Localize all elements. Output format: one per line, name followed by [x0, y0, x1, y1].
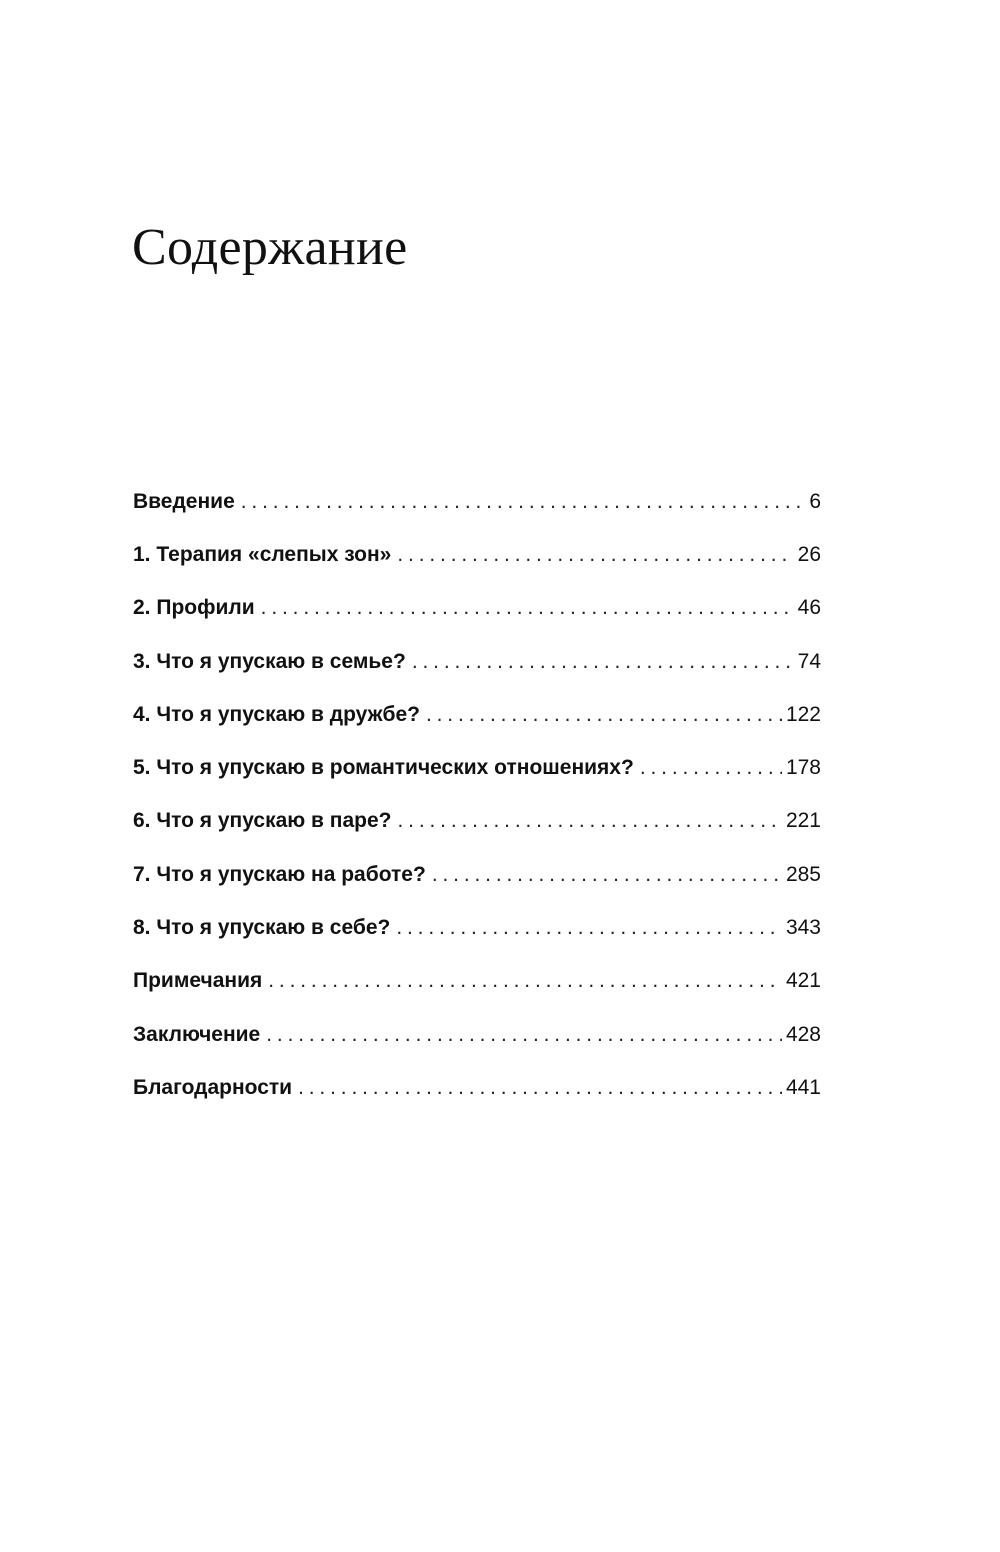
- toc-entry-number: 4.: [133, 702, 151, 726]
- toc-entry-chapter-3[interactable]: [133, 649, 821, 702]
- toc-entry-page: 26: [797, 543, 821, 566]
- dot-leader: [241, 489, 806, 515]
- toc-entry-title: Что я упускаю в дружбе?: [156, 702, 420, 726]
- toc-entry-page: 285: [785, 862, 821, 886]
- toc-entry-title: Что я упускаю в романтических отношениях?: [156, 756, 634, 780]
- toc-entry-title: Заключение: [133, 1022, 261, 1046]
- dot-leader: [298, 1075, 782, 1101]
- toc-entry-chapter-1[interactable]: [133, 542, 821, 595]
- dot-leader: [261, 595, 794, 621]
- toc-entry-title: Что я упускаю в паре?: [156, 809, 392, 833]
- dot-leader: [266, 1022, 782, 1048]
- page-title: Содержание: [132, 219, 408, 276]
- toc-entry-acknowledgements[interactable]: [133, 1075, 821, 1128]
- toc-entry-title: Что я упускаю в семье?: [156, 649, 406, 673]
- toc-entry-number: 3.: [133, 649, 151, 673]
- toc-entry-page: 178: [785, 756, 821, 780]
- dot-leader: [426, 702, 782, 728]
- toc-entry-conclusion[interactable]: [133, 1022, 821, 1075]
- table-of-contents: [133, 489, 821, 1128]
- dot-leader: [640, 755, 782, 781]
- toc-entry-introduction[interactable]: [133, 489, 821, 542]
- toc-entry-title: Благодарности: [133, 1075, 293, 1099]
- toc-entry-title: Введение: [133, 490, 235, 513]
- toc-entry-chapter-2[interactable]: [133, 595, 821, 648]
- dot-leader: [412, 649, 794, 675]
- toc-entry-page: 122: [785, 702, 821, 726]
- toc-entry-page: 6: [809, 490, 821, 513]
- toc-entry-number: 1.: [133, 543, 151, 566]
- toc-entry-number: 5.: [133, 756, 151, 780]
- toc-entry-page: 343: [785, 916, 821, 940]
- toc-entry-number: 7.: [133, 862, 151, 886]
- dot-leader: [397, 542, 793, 568]
- toc-entry-page: 428: [785, 1022, 821, 1046]
- toc-entry-chapter-4[interactable]: [133, 702, 821, 755]
- toc-entry-page: 74: [797, 649, 821, 673]
- toc-entry-chapter-7[interactable]: [133, 862, 821, 915]
- toc-entry-chapter-6[interactable]: [133, 808, 821, 861]
- toc-entry-page: 221: [785, 809, 821, 833]
- toc-entry-chapter-5[interactable]: [133, 755, 821, 808]
- toc-entry-page: 441: [785, 1075, 821, 1099]
- toc-entry-page: 46: [797, 596, 821, 620]
- dot-leader: [397, 808, 781, 834]
- toc-entry-chapter-8[interactable]: [133, 915, 821, 968]
- toc-entry-title: Что я упускаю в себе?: [156, 916, 391, 940]
- toc-entry-title: Терапия «слепых зон»: [156, 543, 392, 566]
- dot-leader: [432, 862, 782, 888]
- toc-entry-page: 421: [785, 969, 821, 993]
- toc-entry-title: Профили: [156, 596, 255, 620]
- toc-entry-notes[interactable]: [133, 968, 821, 1021]
- dot-leader: [268, 968, 782, 994]
- toc-entry-title: Что я упускаю на работе?: [156, 862, 426, 886]
- toc-entry-number: 8.: [133, 916, 151, 940]
- toc-entry-number: 2.: [133, 596, 151, 620]
- toc-entry-number: 6.: [133, 809, 151, 833]
- dot-leader: [396, 915, 782, 941]
- toc-entry-title: Примечания: [133, 969, 263, 993]
